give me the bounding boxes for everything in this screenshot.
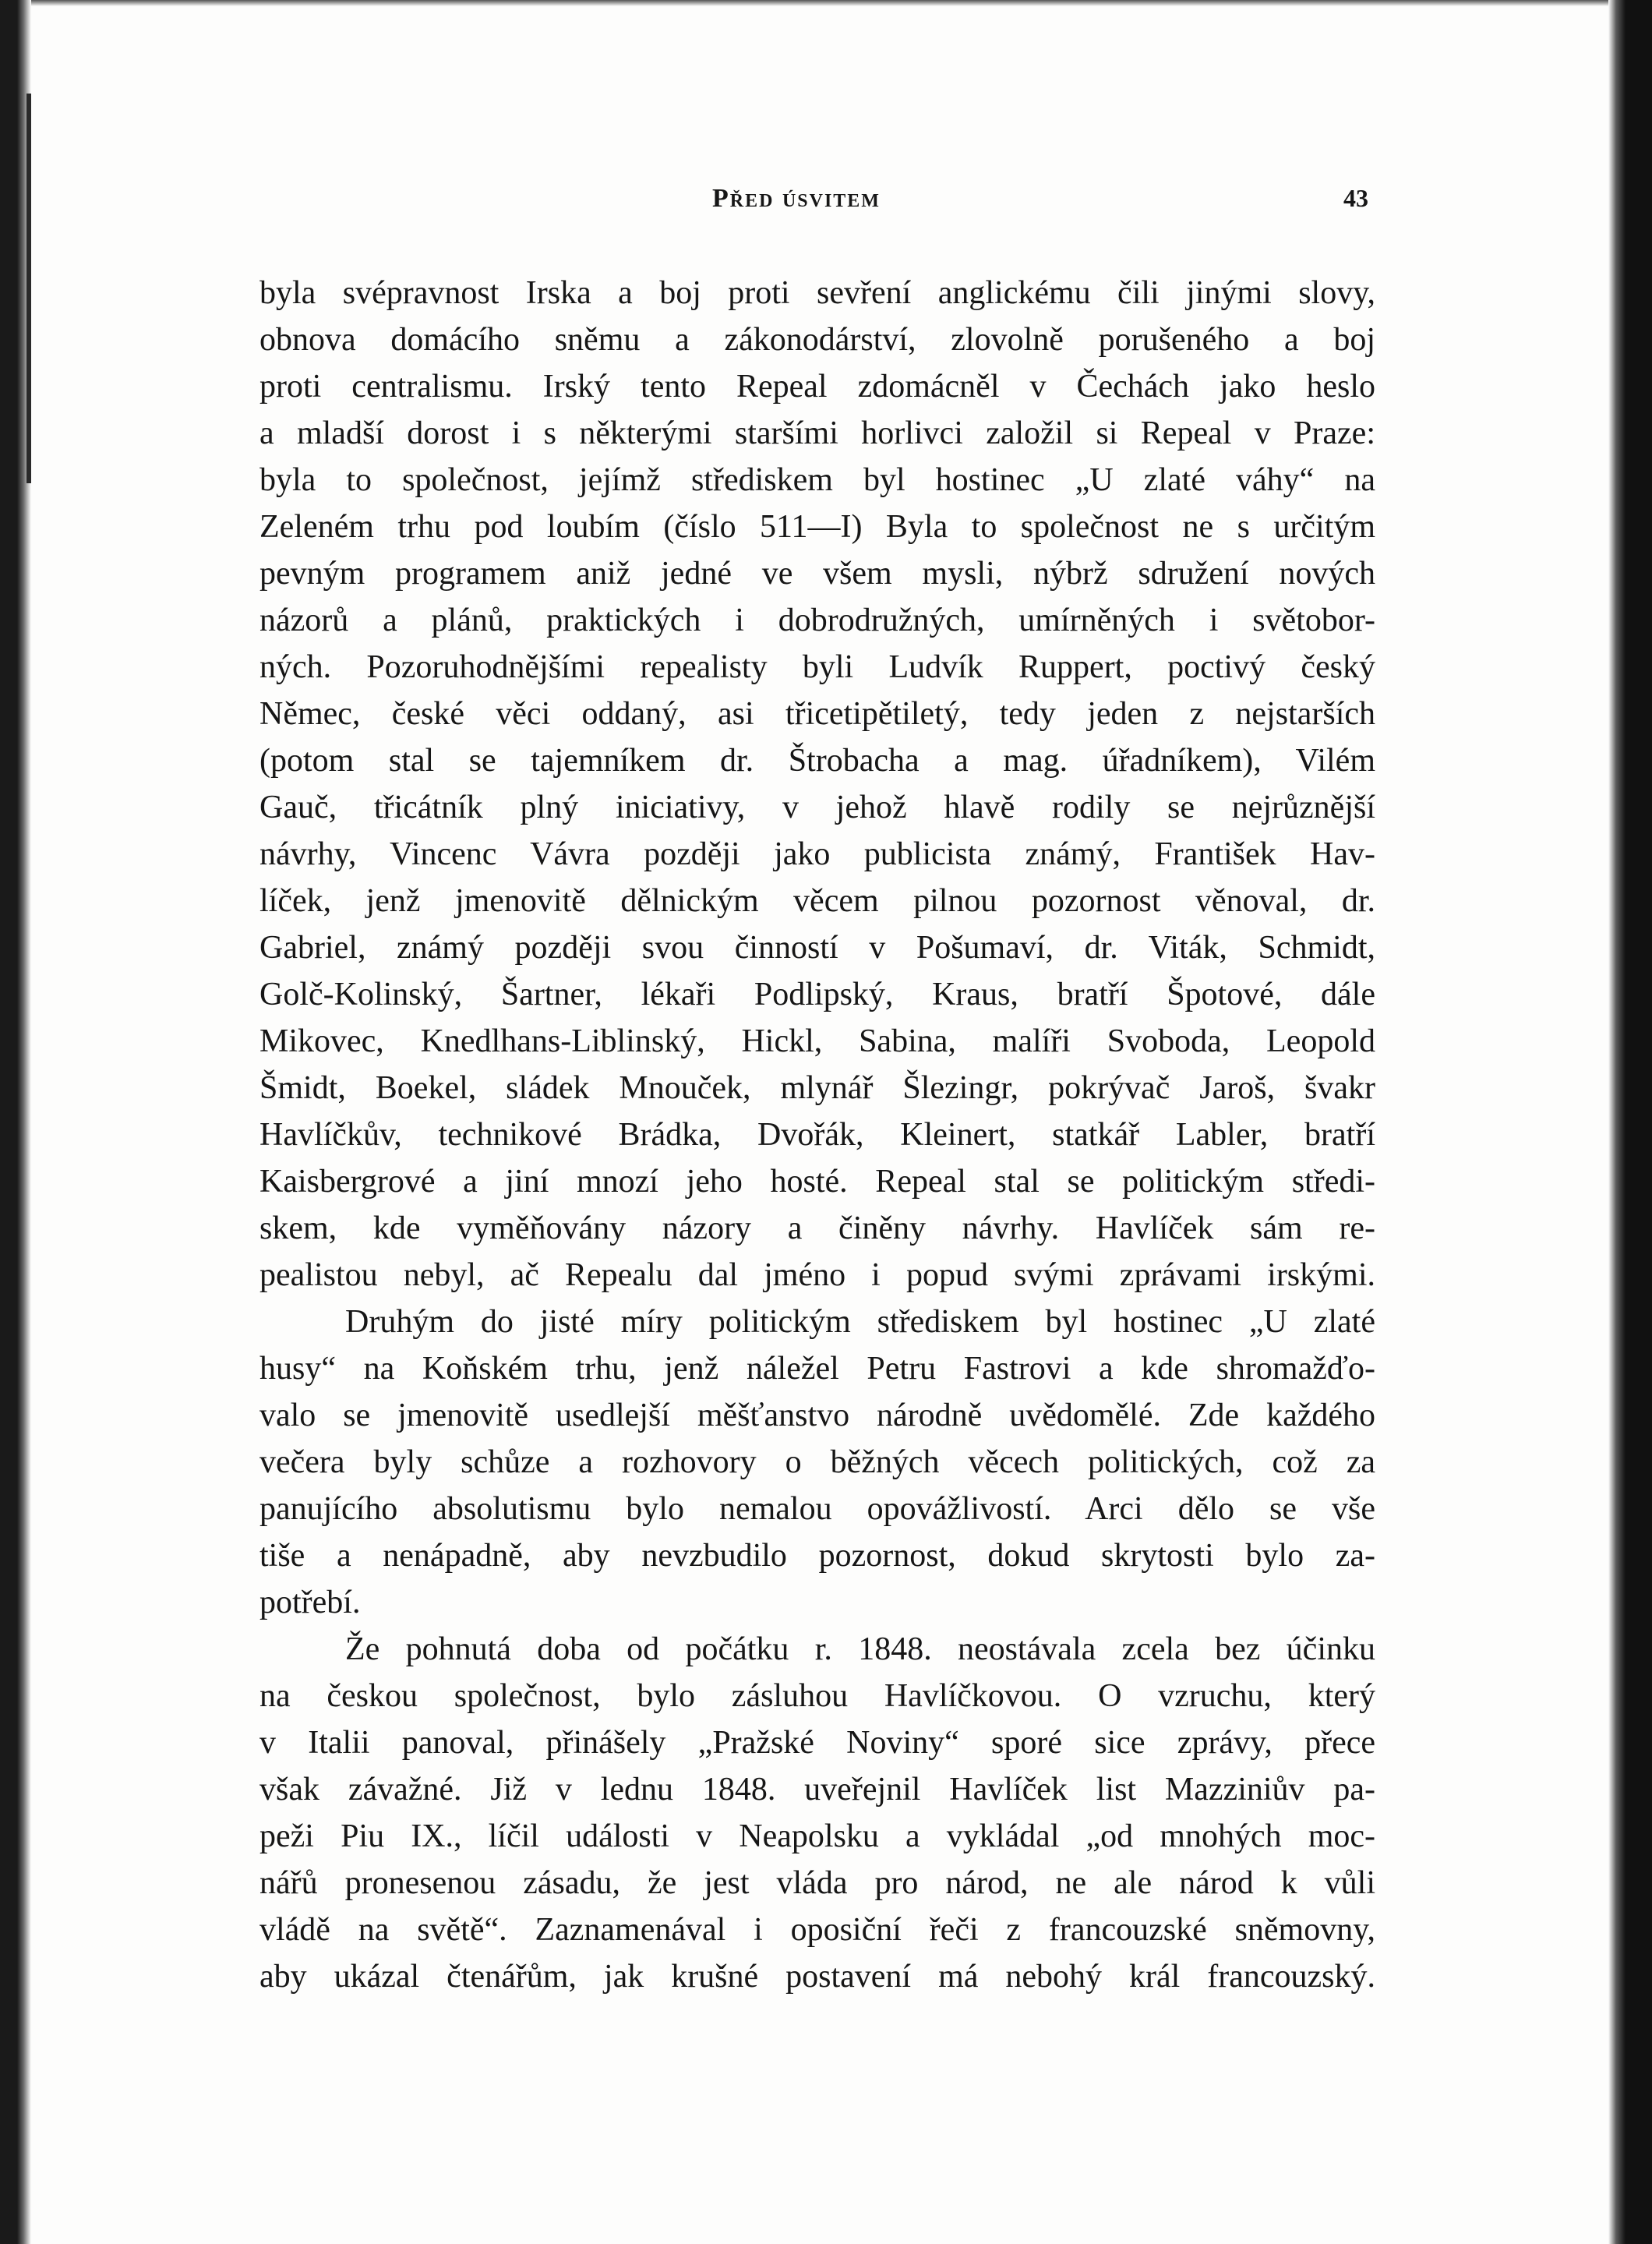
- text-line: na českou společnost, bylo zásluhou Havlíčkovou. O vzruchu, který: [259, 1678, 1375, 1714]
- text-line: v Italii panoval, přinášely „Pražské Noviny“ sporé sice zprávy, přece: [259, 1725, 1375, 1761]
- text-line: proti centralismu. Irský tento Repeal zdomácněl v Čechách jako heslo: [259, 369, 1375, 405]
- body-text: [259, 270, 1375, 2000]
- text-line: Havlíčkův, technikové Brádka, Dvořák, Kleinert, statkář Labler, bratří: [259, 1117, 1375, 1153]
- text-line: návrhy, Vincenc Vávra později jako publicista známý, František Hav-: [259, 836, 1375, 872]
- text-line: Golč-Kolinský, Šartner, lékaři Podlipský, Kraus, bratří Špotové, dále: [259, 977, 1375, 1012]
- text-line: Kaisbergrové a jiní mnozí jeho hosté. Repeal stal se politickým středi-: [259, 1164, 1375, 1200]
- text-line: však závažné. Již v lednu 1848. uveřejnil Havlíček list Mazziniův pa-: [259, 1772, 1375, 1808]
- running-title: Před úsvitem: [712, 184, 881, 213]
- text-line: pealistou nebyl, ač Repealu dal jméno i popud svými zprávami irskými.: [259, 1257, 1375, 1293]
- text-line: (potom stal se tajemníkem dr. Štrobacha a mag. úřadníkem), Vilém: [259, 743, 1375, 779]
- text-line: husy“ na Koňském trhu, jenž náležel Petru Fastrovi a kde shromažďo-: [259, 1351, 1375, 1387]
- text-line: byla svépravnost Irska a boj proti sevření anglickému čili jinými slovy,: [259, 275, 1375, 311]
- text-line: Druhým do jisté míry politickým střediskem byl hostinec „U zlaté: [345, 1304, 1375, 1340]
- text-line: Šmidt, Boekel, sládek Mnouček, mlynář Šlezingr, pokrývač Jaroš, švakr: [259, 1070, 1375, 1106]
- text-line: večera byly schůze a rozhovory o běžných věcech politických, což za: [259, 1444, 1375, 1480]
- text-line: názorů a plánů, praktických i dobrodružných, umírněných i světobor-: [259, 603, 1375, 638]
- text-line: vládě na světě“. Zaznamenával i oposiční řeči z francouzské sněmovny,: [259, 1912, 1375, 1948]
- text-line: Že pohnutá doba od počátku r. 1848. neostávala zcela bez účinku: [345, 1631, 1375, 1667]
- scan-edge-top: [0, 0, 1652, 6]
- text-line: peži Piu IX., líčil události v Neapolsku a vykládal „od mnohých moc-: [259, 1818, 1375, 1854]
- text-line: Mikovec, Knedlhans-Liblinský, Hickl, Sabina, malíři Svoboda, Leopold: [259, 1023, 1375, 1059]
- text-line: nářů pronesenou zásadu, že jest vláda pro národ, ne ale národ k vůli: [259, 1865, 1375, 1901]
- text-line: ných. Pozoruhodnějšími repealisty byli Ludvík Ruppert, poctivý český: [259, 649, 1375, 685]
- page-number: 43: [1343, 184, 1368, 212]
- running-head: [0, 184, 1652, 215]
- text-line: líček, jenž jmenovitě dělnickým věcem pilnou pozornost věnoval, dr.: [259, 883, 1375, 919]
- text-line: obnova domácího sněmu a zákonodárství, zlovolně porušeného a boj: [259, 322, 1375, 358]
- text-line: a mladší dorost i s některými staršími horlivci založil si Repeal v Praze:: [259, 415, 1375, 451]
- scan-edge-left-mark: [26, 94, 31, 483]
- text-line: Němec, české věci oddaný, asi třicetipětiletý, tedy jeden z nejstarších: [259, 696, 1375, 732]
- text-line: skem, kde vyměňovány názory a činěny návrhy. Havlíček sám re-: [259, 1210, 1375, 1246]
- text-line: tiše a nenápadně, aby nevzbudilo pozornost, dokud skrytosti bylo za-: [259, 1538, 1375, 1574]
- text-line: Gauč, třicátník plný iniciativy, v jehož hlavě rodily se nejrůznější: [259, 790, 1375, 825]
- text-line: Gabriel, známý později svou činností v Pošumaví, dr. Viták, Schmidt,: [259, 930, 1375, 966]
- text-line: valo se jmenovitě usedlejší měšťanstvo národně uvědomělé. Zde každého: [259, 1398, 1375, 1433]
- scan-edge-right: [1608, 0, 1652, 2244]
- text-line: potřebí.: [259, 1585, 361, 1620]
- text-line: byla to společnost, jejímž střediskem byl hostinec „U zlaté váhy“ na: [259, 462, 1375, 498]
- text-line: Zeleném trhu pod loubím (číslo 511—I) Byla to společnost ne s určitým: [259, 509, 1375, 545]
- text-line: pevným programem aniž jedné ve všem mysli, nýbrž sdružení nových: [259, 556, 1375, 592]
- text-line: panujícího absolutismu bylo nemalou opovážlivostí. Arci dělo se vše: [259, 1491, 1375, 1527]
- text-line: aby ukázal čtenářům, jak krušné postavení má nebohý král francouzský.: [259, 1959, 1375, 1995]
